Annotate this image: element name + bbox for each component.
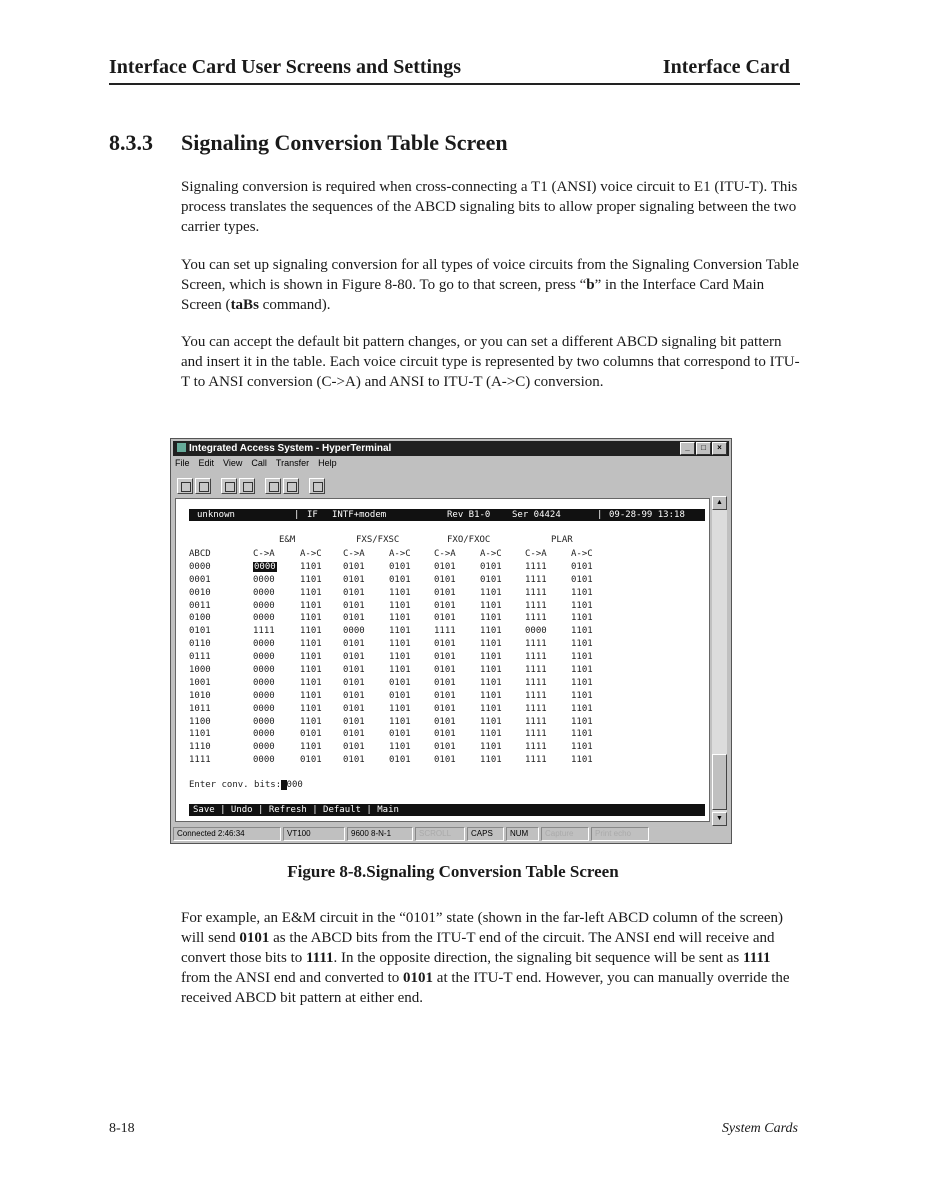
bit-pattern-cell[interactable]: 1101: [480, 742, 502, 753]
bit-pattern-cell[interactable]: 0101: [343, 729, 365, 740]
window-title: Integrated Access System - HyperTerminal: [189, 443, 392, 454]
text-run: from the ANSI end and converted to: [181, 970, 404, 986]
bit-pattern-cell[interactable]: 0101: [434, 561, 456, 572]
bit-pattern-cell[interactable]: 1111: [525, 665, 547, 676]
column-header: C->A: [525, 549, 547, 559]
bit-pattern-cell[interactable]: 1101: [480, 613, 502, 624]
bold-bits: 0101: [403, 970, 434, 986]
status-card: INTF+modem: [332, 510, 387, 520]
statusbar-cell: Connected 2:46:34: [173, 827, 281, 841]
bit-pattern-cell[interactable]: 1111: [253, 626, 275, 637]
bit-pattern-cell[interactable]: 1111: [525, 716, 547, 727]
bit-pattern-cell[interactable]: 0101: [434, 574, 456, 585]
paragraph-navigation: [181, 255, 801, 315]
bit-pattern-cell[interactable]: 1101: [571, 626, 593, 637]
abcd-state-cell: 0101: [189, 626, 211, 637]
header-rule: [109, 83, 800, 85]
column-header: ABCD: [189, 549, 211, 559]
bit-pattern-cell[interactable]: 1111: [525, 652, 547, 663]
statusbar-cell: Capture: [541, 827, 589, 841]
text-run: ” in the Interface Card Main Screen (: [181, 277, 765, 313]
bit-pattern-cell[interactable]: 0000: [253, 703, 275, 714]
bit-pattern-cell[interactable]: 0000: [253, 600, 275, 611]
bit-pattern-cell[interactable]: 0000: [253, 729, 275, 740]
bit-pattern-cell[interactable]: 0101: [434, 729, 456, 740]
status-unit: unknown: [197, 510, 235, 520]
bit-pattern-cell[interactable]: 0101: [434, 742, 456, 753]
bit-pattern-cell[interactable]: 1111: [525, 613, 547, 624]
bit-pattern-cell[interactable]: 0101: [389, 561, 411, 572]
bit-pattern-cell[interactable]: 1101: [300, 690, 322, 701]
abcd-state-cell: 1110: [189, 742, 211, 753]
bit-pattern-cell[interactable]: 1101: [389, 587, 411, 598]
status-ser: Ser 04424: [512, 510, 561, 520]
minimize-button[interactable]: _: [680, 442, 695, 455]
bit-pattern-cell[interactable]: 1101: [571, 613, 593, 624]
section-title: Signaling Conversion Table Screen: [181, 130, 508, 155]
bit-pattern-cell[interactable]: 1111: [525, 703, 547, 714]
group-fxo: FXO/FXOC: [447, 535, 491, 545]
bold-bits: 1111: [743, 950, 771, 966]
bit-pattern-cell[interactable]: 1101: [571, 742, 593, 753]
window-statusbar: [173, 827, 729, 841]
bit-pattern-cell[interactable]: 0101: [389, 677, 411, 688]
bit-pattern-cell[interactable]: 1101: [300, 600, 322, 611]
bit-pattern-cell[interactable]: 0101: [343, 639, 365, 650]
hyperterminal-window: [170, 438, 732, 844]
bit-pattern-cell[interactable]: 0000: [253, 574, 275, 585]
bit-pattern-cell[interactable]: 0101: [571, 574, 593, 585]
column-header: A->C: [571, 549, 593, 559]
bit-pattern-cell[interactable]: 1111: [525, 600, 547, 611]
bit-pattern-cell[interactable]: 0101: [343, 665, 365, 676]
footer-section: System Cards: [721, 1121, 798, 1136]
bit-pattern-cell[interactable]: 0101: [343, 613, 365, 624]
bit-pattern-cell[interactable]: 0101: [343, 690, 365, 701]
abcd-state-cell: 1001: [189, 677, 211, 688]
group-fxs: FXS/FXSC: [356, 535, 400, 545]
bit-pattern-cell[interactable]: 1101: [389, 613, 411, 624]
new-connection-icon[interactable]: [177, 478, 193, 494]
bit-pattern-cell[interactable]: 0101: [434, 652, 456, 663]
terminal-status-line: [189, 509, 705, 521]
bit-pattern-cell[interactable]: 1101: [300, 574, 322, 585]
text-run: For example, an E&M circuit in the “0101” state (shown in the far-left ABCD column of the screen) will send: [181, 910, 784, 946]
prompt-label: Enter conv. bits:: [189, 780, 282, 790]
abcd-state-cell: 1010: [189, 690, 211, 701]
abcd-state-cell: 1100: [189, 716, 211, 727]
paragraph-example: [181, 908, 801, 1008]
text-run: . In the opposite direction, the signaling bit sequence will be sent as: [333, 950, 744, 966]
bit-pattern-cell[interactable]: 1111: [525, 561, 547, 572]
status-slot: IF: [307, 510, 318, 520]
bold-bits: 0101: [239, 930, 270, 946]
header-title: Interface Card User Screens and Settings: [109, 56, 462, 78]
statusbar-cell: 9600 8-N-1: [347, 827, 413, 841]
bit-pattern-cell[interactable]: 0101: [389, 729, 411, 740]
bit-pattern-cell[interactable]: 0000: [253, 742, 275, 753]
bit-pattern-cell[interactable]: 1101: [571, 665, 593, 676]
bit-pattern-cell[interactable]: 1101: [480, 703, 502, 714]
column-header: A->C: [300, 549, 322, 559]
bit-pattern-cell[interactable]: 0101: [343, 742, 365, 753]
bit-pattern-cell[interactable]: 1111: [525, 755, 547, 766]
column-header: A->C: [389, 549, 411, 559]
scroll-thumb[interactable]: [712, 754, 727, 810]
open-icon[interactable]: [195, 478, 211, 494]
bit-pattern-cell[interactable]: 0000: [253, 665, 275, 676]
bit-pattern-cell[interactable]: 1101: [571, 716, 593, 727]
header-chapter: Interface Card: [662, 56, 790, 78]
column-header: C->A: [343, 549, 365, 559]
menu-edit[interactable]: Edit: [198, 458, 215, 468]
toolbar: [177, 475, 327, 497]
statusbar-cell: CAPS: [467, 827, 504, 841]
window-titlebar: [173, 441, 729, 456]
bit-pattern-cell[interactable]: 1101: [571, 639, 593, 650]
abcd-state-cell: 1011: [189, 703, 211, 714]
bit-pattern-cell[interactable]: 1101: [571, 729, 593, 740]
bit-pattern-cell[interactable]: 0101: [434, 587, 456, 598]
command-tabs: taBs: [230, 297, 259, 313]
bit-pattern-cell[interactable]: 0101: [434, 690, 456, 701]
paragraph-intro: Signaling conversion is required when cross-connecting a T1 (ANSI) voice circuit to E1 (ITU-T). This process translates the sequences of the ABCD signaling bits to allow proper signaling between the two carrier types.: [181, 179, 798, 235]
bit-pattern-cell[interactable]: 0101: [480, 561, 502, 572]
bit-pattern-cell[interactable]: 1101: [480, 677, 502, 688]
abcd-state-cell: 1000: [189, 665, 211, 676]
paragraph-defaults: You can accept the default bit pattern changes, or you can set a different ABCD signaling bit pattern and insert it in the table. Each voice circuit type is represented by two columns that correspond to ITU-T to ANSI conversion (C->A) and ANSI to ITU-T (A->C) conversion.: [181, 334, 800, 390]
bit-pattern-cell[interactable]: 0101: [480, 574, 502, 585]
bit-pattern-cell[interactable]: 0101: [571, 561, 593, 572]
column-header: C->A: [253, 549, 275, 559]
statusbar-cell: NUM: [506, 827, 539, 841]
bit-pattern-cell[interactable]: 1101: [480, 587, 502, 598]
bit-pattern-cell[interactable]: 1101: [571, 703, 593, 714]
text-run: at the ITU-T end. However, you can manually override the received ABCD bit pattern at either end.: [181, 970, 790, 1006]
text-run: command).: [258, 297, 331, 313]
bit-pattern-cell[interactable]: 1101: [300, 742, 322, 753]
bit-pattern-cell[interactable]: 0101: [343, 561, 365, 572]
page-number: 8-18: [109, 1121, 135, 1136]
abcd-state-cell: 1101: [189, 729, 211, 740]
bit-pattern-cell[interactable]: 0101: [343, 677, 365, 688]
scroll-down-icon[interactable]: ▼: [712, 812, 727, 826]
bit-pattern-cell[interactable]: 1101: [389, 742, 411, 753]
abcd-state-cell: 0100: [189, 613, 211, 624]
bit-pattern-cell[interactable]: 1101: [389, 703, 411, 714]
menu-transfer[interactable]: Transfer: [275, 458, 310, 468]
bit-pattern-cell[interactable]: 1101: [300, 561, 322, 572]
bit-pattern-cell[interactable]: 1111: [525, 587, 547, 598]
menubar: [175, 458, 337, 472]
abcd-state-cell: 0111: [189, 652, 211, 663]
bit-pattern-cell[interactable]: 0101: [434, 677, 456, 688]
abcd-state-cell: 0001: [189, 574, 211, 585]
bit-pattern-cell[interactable]: 0101: [300, 755, 322, 766]
bit-pattern-cell[interactable]: 0101: [343, 600, 365, 611]
statusbar-cell: Print echo: [591, 827, 649, 841]
bit-pattern-cell[interactable]: 1101: [300, 677, 322, 688]
bit-pattern-cell[interactable]: 1111: [525, 690, 547, 701]
bit-pattern-cell[interactable]: 0000: [253, 755, 275, 766]
bit-pattern-cell[interactable]: 1101: [571, 690, 593, 701]
bit-pattern-cell[interactable]: 1101: [300, 626, 322, 637]
bit-pattern-cell[interactable]: 0000: [253, 639, 275, 650]
status-sep: |: [597, 510, 603, 520]
receive-icon[interactable]: [283, 478, 299, 494]
bit-pattern-cell[interactable]: 1101: [571, 755, 593, 766]
bit-pattern-cell[interactable]: 1101: [300, 639, 322, 650]
figure-caption: Figure 8-8.Signaling Conversion Table Screen: [287, 862, 619, 881]
bit-pattern-cell[interactable]: 1101: [480, 729, 502, 740]
hyperterminal-icon: [177, 443, 186, 452]
bit-pattern-cell[interactable]: 0101: [434, 755, 456, 766]
terminal-screen[interactable]: [175, 498, 710, 822]
bit-pattern-cell[interactable]: 0000: [253, 652, 275, 663]
bit-pattern-cell[interactable]: 1101: [389, 665, 411, 676]
menu-view[interactable]: View: [223, 458, 243, 468]
bit-pattern-cell[interactable]: 0101: [434, 639, 456, 650]
group-em: E&M: [279, 535, 296, 545]
menu-file[interactable]: File: [175, 458, 190, 468]
terminal-command-menu[interactable]: Save | Undo | Refresh | Default | Main: [189, 804, 705, 816]
column-header: A->C: [480, 549, 502, 559]
properties-icon[interactable]: [309, 478, 325, 494]
prompt-value: 000: [286, 780, 303, 790]
status-datetime: 09-28-99 13:18: [609, 510, 685, 520]
bit-pattern-cell[interactable]: 0101: [343, 652, 365, 663]
bit-pattern-cell[interactable]: 1101: [300, 716, 322, 727]
text-run: as the ABCD bits from the ITU-T end of the circuit. The ANSI end will receive and convert those bits to: [181, 930, 775, 966]
bit-pattern-cell[interactable]: 1101: [389, 600, 411, 611]
bold-bits: 1111: [305, 950, 334, 966]
bit-pattern-cell[interactable]: 1101: [480, 690, 502, 701]
bit-pattern-cell[interactable]: 1101: [480, 600, 502, 611]
status-sep: |: [294, 510, 300, 520]
bit-pattern-cell[interactable]: 0000: [525, 626, 547, 637]
bit-pattern-cell[interactable]: 0101: [434, 716, 456, 727]
bit-pattern-cell[interactable]: 0000: [254, 561, 276, 572]
bit-pattern-cell[interactable]: 0101: [343, 703, 365, 714]
bit-pattern-cell[interactable]: 1101: [571, 652, 593, 663]
bit-pattern-cell[interactable]: 1111: [525, 639, 547, 650]
bit-pattern-cell[interactable]: 1101: [389, 716, 411, 727]
bit-pattern-cell[interactable]: 1111: [525, 729, 547, 740]
bit-pattern-cell[interactable]: 1101: [480, 716, 502, 727]
bit-pattern-cell[interactable]: 0101: [434, 613, 456, 624]
bit-pattern-cell[interactable]: 1101: [300, 652, 322, 663]
close-button[interactable]: ×: [712, 442, 727, 455]
bit-pattern-cell[interactable]: 1101: [300, 703, 322, 714]
bit-pattern-cell[interactable]: 1101: [389, 652, 411, 663]
bit-pattern-cell[interactable]: 0101: [434, 703, 456, 714]
bit-pattern-cell[interactable]: 1111: [434, 626, 456, 637]
statusbar-cell: SCROLL: [415, 827, 465, 841]
bit-pattern-cell[interactable]: 1101: [389, 626, 411, 637]
bit-pattern-cell[interactable]: 1101: [480, 626, 502, 637]
bit-pattern-cell[interactable]: 1101: [480, 652, 502, 663]
bit-pattern-cell[interactable]: 0101: [434, 665, 456, 676]
bit-pattern-cell[interactable]: 1111: [525, 677, 547, 688]
abcd-state-cell: 1111: [189, 755, 211, 766]
bit-pattern-cell[interactable]: 0101: [389, 755, 411, 766]
bit-pattern-cell[interactable]: 0101: [343, 587, 365, 598]
bit-pattern-cell[interactable]: 0101: [434, 600, 456, 611]
scroll-up-icon[interactable]: ▲: [712, 496, 727, 510]
vertical-scrollbar[interactable]: [712, 496, 727, 826]
bit-pattern-cell[interactable]: 0101: [343, 574, 365, 585]
abcd-state-cell: 0110: [189, 639, 211, 650]
bit-pattern-cell[interactable]: 1101: [480, 639, 502, 650]
bit-pattern-cell[interactable]: 0000: [253, 716, 275, 727]
bit-pattern-cell[interactable]: 1101: [571, 587, 593, 598]
bit-pattern-cell[interactable]: 0000: [253, 677, 275, 688]
bit-pattern-cell[interactable]: 1101: [300, 587, 322, 598]
bit-pattern-cell[interactable]: 1101: [480, 755, 502, 766]
bit-pattern-cell[interactable]: 0101: [343, 755, 365, 766]
bit-pattern-cell[interactable]: 1101: [300, 665, 322, 676]
maximize-button[interactable]: □: [696, 442, 711, 455]
key-b: b: [586, 277, 595, 293]
circuit-type-headers: [189, 535, 709, 547]
bit-pattern-cell[interactable]: 0101: [343, 716, 365, 727]
bit-pattern-cell[interactable]: 0000: [253, 690, 275, 701]
bit-pattern-cell[interactable]: 0101: [389, 690, 411, 701]
bit-pattern-cell[interactable]: 0101: [300, 729, 322, 740]
group-plar: PLAR: [551, 535, 573, 545]
text-cursor: 0: [281, 780, 287, 790]
disconnect-icon[interactable]: [239, 478, 255, 494]
enter-bits-prompt[interactable]: [189, 780, 303, 790]
menu-help[interactable]: Help: [318, 458, 337, 468]
bit-pattern-cell[interactable]: 1101: [480, 665, 502, 676]
bit-pattern-cell[interactable]: 1101: [571, 600, 593, 611]
status-rev: Rev B1-0: [447, 510, 491, 520]
column-header: C->A: [434, 549, 456, 559]
abcd-state-cell: 0010: [189, 587, 211, 598]
text-run: You can set up signaling conversion for all types of voice circuits from the Signaling Conversion Table Screen, which is shown in Figure 8-80. To go to that screen, press “: [181, 257, 799, 293]
call-icon[interactable]: [221, 478, 237, 494]
statusbar-cell: VT100: [283, 827, 345, 841]
bit-pattern-cell[interactable]: 0101: [389, 574, 411, 585]
bit-pattern-cell[interactable]: 0000: [343, 626, 365, 637]
bit-pattern-cell[interactable]: 0000: [253, 587, 275, 598]
section-number: 8.3.3: [109, 130, 153, 155]
menu-call[interactable]: Call: [251, 458, 267, 468]
window-controls: [680, 442, 727, 455]
bit-pattern-cell[interactable]: 1101: [300, 613, 322, 624]
bit-pattern-cell[interactable]: 1101: [571, 677, 593, 688]
bit-pattern-cell[interactable]: 1111: [525, 742, 547, 753]
bit-pattern-cell[interactable]: 1101: [389, 639, 411, 650]
abcd-state-cell: 0000: [189, 561, 211, 572]
bit-pattern-cell[interactable]: 0000: [253, 613, 275, 624]
send-icon[interactable]: [265, 478, 281, 494]
abcd-state-cell: 0011: [189, 600, 211, 611]
bit-pattern-cell[interactable]: 1111: [525, 574, 547, 585]
